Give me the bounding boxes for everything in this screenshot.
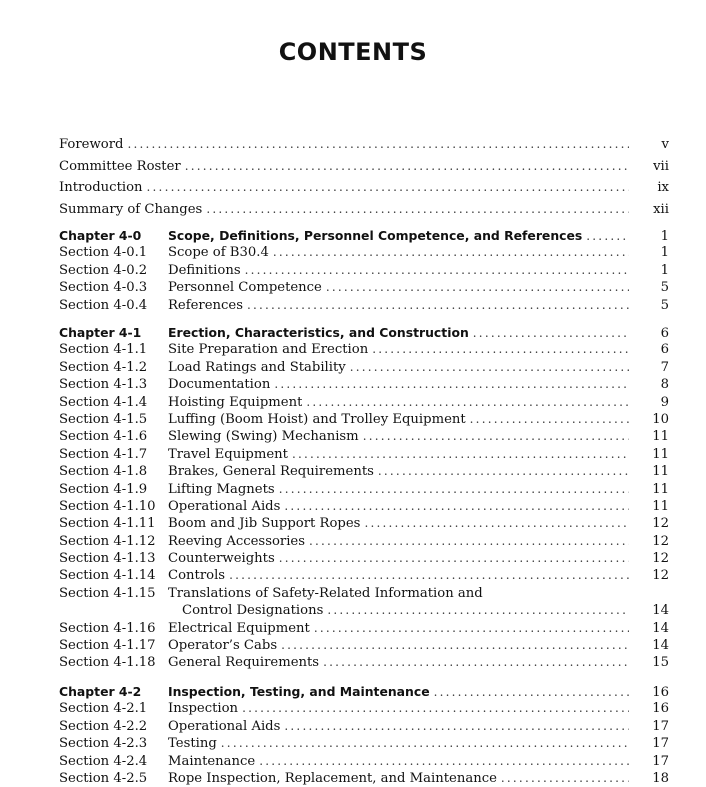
section-title: Inspection [168,701,239,717]
section-title: References [168,297,243,313]
chapter-title: Erection, Characteristics, and Construction [168,325,469,340]
chapter-title: Scope, Definitions, Personnel Competence, and References [168,228,583,243]
dot-leader [245,262,629,279]
page-number: 11 [652,481,669,497]
section-label: Section 4-1.14 [59,568,156,584]
section-label: Section 4-0.4 [59,297,148,313]
section-label: Section 4-1.13 [59,551,156,567]
toc-entry-section-continued[interactable] [59,602,669,619]
section-title: Slewing (Swing) Mechanism [168,429,359,445]
section-title: Rope Inspection, Replacement, and Maintenance [168,770,497,786]
section-label: Section 4-2.4 [59,753,148,769]
page-number: 5 [660,280,669,296]
page-number: xii [653,201,669,217]
chapter-block [59,324,669,672]
dot-leader [306,394,629,411]
page-number: v [661,137,669,152]
page-number: 5 [660,297,669,313]
dot-leader [229,567,629,584]
section-label: Section 4-2.3 [59,736,148,752]
section-label: Section 4-2.2 [59,718,148,734]
toc-entry-section[interactable] [59,341,669,358]
dot-leader [221,735,629,752]
page-number: vii [653,158,669,174]
dot-leader [147,177,629,199]
dot-leader [281,637,629,654]
section-title: Controls [168,568,226,584]
section-title: Definitions [168,262,241,278]
page-number: 17 [652,753,669,769]
dot-leader [259,753,629,770]
page-number: 6 [660,326,669,341]
section-title-continued: Control Designations [182,603,324,619]
section-label: Section 4-1.18 [59,655,156,671]
toc-entry-section[interactable] [59,700,669,717]
dot-leader [279,550,629,567]
dot-leader [372,341,629,358]
section-title: Counterweights [168,551,275,567]
dot-leader [434,684,629,701]
section-label: Section 4-1.2 [59,359,148,375]
page-number: 14 [652,620,669,636]
page-number: 18 [652,770,669,786]
page-number: 11 [652,498,669,514]
dot-leader [274,376,629,393]
toc-entry-front-matter[interactable] [59,177,669,199]
toc-entry-section[interactable] [59,411,669,428]
section-label: Section 4-0.3 [59,280,148,296]
toc-entry-front-matter[interactable] [59,199,669,221]
dot-leader [323,654,629,671]
entry-title: Committee Roster [59,158,181,174]
page-number: 11 [652,446,669,462]
chapter-block [59,227,669,314]
toc-entry-section[interactable] [59,297,669,314]
section-title: Operator’s Cabs [168,638,278,654]
toc-entry-section[interactable] [59,515,669,532]
section-title: Translations of Safety-Related Information and [168,585,483,601]
section-title: Operational Aids [168,718,281,734]
toc-entry-section[interactable] [59,735,669,752]
toc-entry-section[interactable] [59,376,669,393]
page-number: 16 [652,685,669,700]
section-label: Section 4-1.7 [59,446,148,462]
dot-leader [327,602,629,619]
toc-entry-section[interactable] [59,770,669,787]
toc-entry-chapter[interactable] [59,324,669,341]
toc-entry-section[interactable] [59,585,669,602]
page-number: 10 [652,411,669,427]
section-label: Section 4-1.15 [59,585,156,601]
section-title: Documentation [168,377,271,393]
section-title: Load Ratings and Stability [168,359,346,375]
toc-entry-section[interactable] [59,654,669,671]
toc-entry-section[interactable] [59,428,669,445]
toc-entry-section[interactable] [59,359,669,376]
page-number: 1 [660,229,669,244]
page-number: 14 [652,638,669,654]
section-title: Maintenance [168,753,256,769]
section-label: Section 4-1.16 [59,620,156,636]
entry-title: Introduction [59,180,143,195]
toc-entry-front-matter[interactable] [59,134,669,156]
chapter-label: Chapter 4-1 [59,325,142,340]
toc-entry-chapter[interactable] [59,227,669,244]
toc-entry-section[interactable] [59,262,669,279]
dot-leader [279,481,629,498]
page-number: 14 [652,603,669,619]
entry-title: Summary of Changes [59,201,203,217]
dot-leader [309,533,629,550]
chapter-title: Inspection, Testing, and Maintenance [168,684,430,699]
dot-leader [206,199,629,221]
section-label: Section 4-1.12 [59,533,156,549]
dot-leader [247,297,629,314]
section-title: Brakes, General Requirements [168,464,374,480]
dot-leader [473,325,629,342]
dot-leader [501,770,629,787]
section-title: Electrical Equipment [168,620,310,636]
toc-entry-section[interactable] [59,567,669,584]
dot-leader [378,463,629,480]
section-title: Travel Equipment [168,446,288,462]
section-label: Section 4-1.11 [59,516,156,532]
section-title: Scope of B30.4 [168,245,269,261]
dot-leader [326,279,629,296]
dot-leader [363,428,629,445]
toc-entry-section[interactable] [59,550,669,567]
section-label: Section 4-1.4 [59,394,148,410]
section-title: Personnel Competence [168,280,322,296]
section-title: Lifting Magnets [168,481,275,497]
dot-leader [364,515,629,532]
page-number: 15 [652,655,669,671]
section-label: Section 4-1.3 [59,377,148,393]
toc-entry-section[interactable] [59,498,669,515]
section-title: Site Preparation and Erection [168,342,369,358]
section-label: Section 4-1.9 [59,481,148,497]
toc-entry-chapter[interactable] [59,683,669,700]
chapter-block [59,683,669,787]
section-title: Hoisting Equipment [168,394,303,410]
section-label: Section 4-1.5 [59,411,148,427]
page-number: 6 [660,342,669,358]
page-number: 12 [652,533,669,549]
section-label: Section 4-2.1 [59,701,148,717]
toc-entry-section[interactable] [59,481,669,498]
section-label: Section 4-0.2 [59,262,148,278]
section-title: Testing [168,736,217,752]
page-number: 1 [660,262,669,278]
section-label: Section 4-1.1 [59,342,148,358]
page-number: 11 [652,464,669,480]
toc-entry-section[interactable] [59,446,669,463]
page-number: 9 [660,394,669,410]
section-title: Operational Aids [168,498,281,514]
section-title: Boom and Jib Support Ropes [168,516,361,532]
page-number: 12 [652,551,669,567]
front-matter-list [59,134,669,220]
dot-leader [284,498,629,515]
page-number: 16 [652,701,669,717]
page-number: 17 [652,718,669,734]
toc-entry-section[interactable] [59,463,669,480]
section-label: Section 4-1.10 [59,498,156,514]
toc-entry-section[interactable] [59,279,669,296]
toc-entry-section[interactable] [59,533,669,550]
dot-leader [350,359,629,376]
dot-leader [127,134,629,156]
page-number: 11 [652,429,669,445]
toc-entry-section[interactable] [59,753,669,770]
page-number: 12 [652,516,669,532]
chapter-label: Chapter 4-0 [59,228,142,243]
section-title: Luffing (Boom Hoist) and Trolley Equipment [168,411,466,427]
toc-entry-section[interactable] [59,637,669,654]
dot-leader [273,244,629,261]
toc-entry-front-matter[interactable] [59,156,669,178]
page-number: 7 [660,359,669,375]
toc-entry-section[interactable] [59,620,669,637]
section-label: Section 4-0.1 [59,245,148,261]
section-title: General Requirements [168,655,320,671]
page-number: 12 [652,568,669,584]
page-number: 8 [660,377,669,393]
section-label: Section 4-1.6 [59,429,148,445]
page-number: ix [657,180,669,195]
dot-leader [292,446,629,463]
section-label: Section 4-1.8 [59,464,148,480]
dot-leader [586,228,629,245]
page-number: 1 [660,245,669,261]
section-title: Reeving Accessories [168,533,306,549]
dot-leader [314,620,629,637]
page-title: CONTENTS [278,38,428,66]
entry-title: Foreword [59,137,124,152]
toc-entry-section[interactable] [59,718,669,735]
chapter-label: Chapter 4-2 [59,684,142,699]
section-label: Section 4-2.5 [59,770,148,786]
toc-entry-section[interactable] [59,394,669,411]
section-label: Section 4-1.17 [59,638,156,654]
dot-leader [284,718,629,735]
toc-entry-section[interactable] [59,244,669,261]
dot-leader [242,700,629,717]
dot-leader [185,156,629,178]
dot-leader [470,411,629,428]
page-number: 17 [652,736,669,752]
